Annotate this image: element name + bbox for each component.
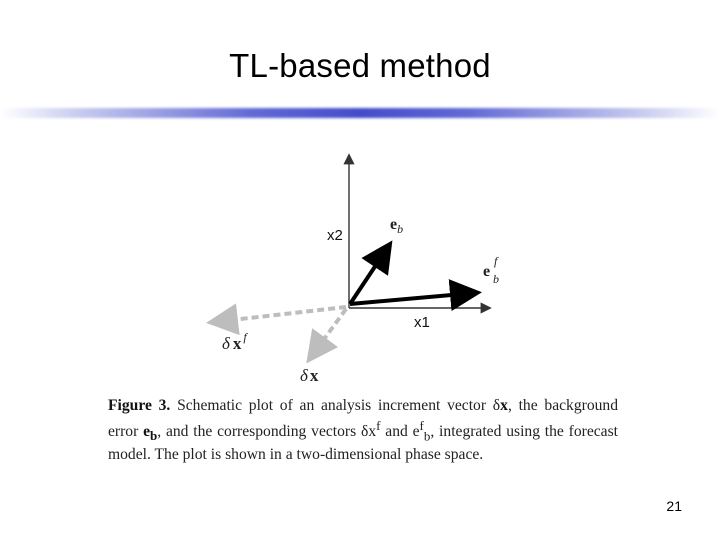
figure-label: Figure 3. (108, 397, 171, 414)
label-ebf-sub: b (493, 272, 499, 286)
eb-vector (350, 247, 388, 304)
label-dx: δ x (300, 366, 319, 385)
label-eb: $e_b$ (390, 216, 404, 236)
axis-x-label: x1 (414, 314, 430, 331)
page-number: 21 (666, 498, 682, 514)
dxf-vector (214, 307, 346, 322)
slide-title: TL-based method (229, 47, 491, 84)
axis-y-label: x2 (327, 227, 343, 244)
label-ebf-sup: f (494, 254, 498, 268)
figure-caption: Figure 3. Schematic plot of an analysis increment vector δx, the background error $e_b$, and the corresponding vectors $\delta x^f$ and $e^f_b$, integrated using the forecast model. The plot is shown in a two-dimensional phase space. (108, 397, 619, 464)
label-dxf: δ x $^f$ (222, 330, 247, 353)
dx-vector (311, 309, 346, 357)
label-ebf: e (483, 263, 491, 280)
ebf-vector (350, 293, 474, 304)
